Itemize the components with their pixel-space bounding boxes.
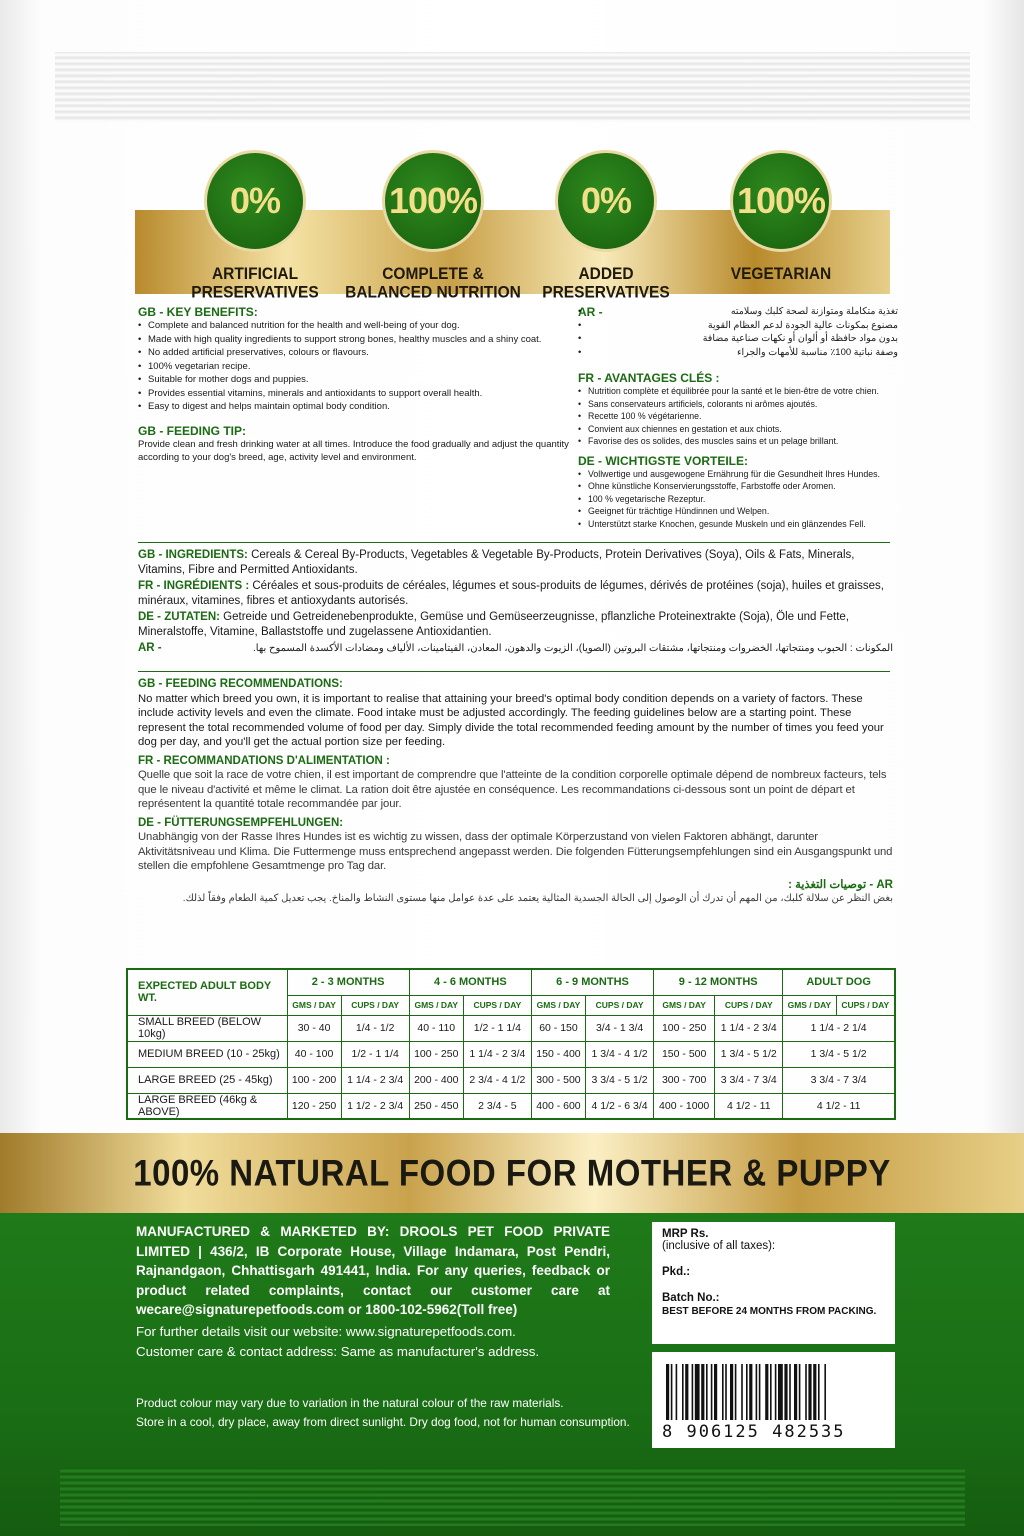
table-cell: 100 - 250 (654, 1015, 715, 1041)
table-cell: 3 3/4 - 5 1/2 (586, 1067, 654, 1093)
ar-benefits-list (578, 305, 898, 359)
table-cell: 150 - 500 (654, 1041, 715, 1067)
gb-feeding-tip-heading: GB - FEEDING TIP: (138, 423, 246, 438)
benefit-item: • Suitable for mother dogs and puppies. (138, 373, 578, 387)
table-group-header: 9 - 12 MONTHS (654, 969, 783, 995)
website-line: For further details visit our website: www.signaturepetfoods.com. (136, 1324, 516, 1339)
feeding-de-heading: DE - FÜTTERUNGSEMPFEHLUNGEN: (138, 816, 344, 829)
feeding-ar-text: بغض النظر عن سلالة كلبك، من المهم أن تدرك أن الوصول إلى الحالة الجسدية المثالية يعتمد على عدة عوامل منها مستوى النشاط والمناخ. يجب تعديل كمية الطعام وفقاً لذلك. (182, 893, 893, 904)
table-cell: 1/2 - 1 1/4 (341, 1041, 409, 1067)
tagline-text: 100% NATURAL FOOD FOR MOTHER & PUPPY (133, 1151, 891, 1194)
breed-name-cell: SMALL BREED (BELOW 10kg) (127, 1015, 287, 1041)
adult-dog-cell: 3 3/4 - 7 3/4 (783, 1067, 895, 1093)
table-cell: 100 - 200 (287, 1067, 341, 1093)
badge-label: ARTIFICIAL PRESERVATIVES (191, 265, 319, 302)
table-sub-header: CUPS / DAY (341, 995, 409, 1015)
ingredients-de: DE - ZUTATEN: Getreide und Getreidenebenprodukte, Gemüse und Gemüseerzeugnisse, pflanzliche Proteinextrakte (Soja), Öle und Fette, Mineralstoffe, Vitamine, Ballaststoffe und zugelassene Antioxidantien. (138, 611, 850, 638)
table-group-header: 6 - 9 MONTHS (531, 969, 653, 995)
tagline-banner (0, 1133, 1024, 1213)
table-cell: 120 - 250 (287, 1093, 341, 1119)
benefit-item: • Geeignet für trächtige Hündinnen und Welpen. (578, 505, 898, 518)
feeding-gb-heading: GB - FEEDING RECOMMENDATIONS: (138, 678, 343, 690)
mrp-box (652, 1222, 895, 1344)
feeding-ar-heading: AR - توصيات التغذية : (788, 878, 893, 891)
best-before-text: BEST BEFORE 24 MONTHS FROM PACKING. (662, 1306, 877, 1317)
table-row (127, 1015, 895, 1041)
benefit-item: • No added artificial preservatives, colours or flavours. (138, 346, 578, 360)
table-cell: 3 3/4 - 7 3/4 (715, 1067, 783, 1093)
table-sub-header: GMS / DAY (409, 995, 463, 1015)
table-sub-header: CUPS / DAY (463, 995, 531, 1015)
storage-notes (136, 1394, 646, 1432)
badge-label: VEGETARIAN (730, 265, 832, 284)
benefit-item: • Complete and balanced nutrition for the health and well-being of your dog. (138, 319, 578, 333)
benefit-item: • 100 % vegetarische Rezeptur. (578, 493, 898, 506)
table-cell: 40 - 110 (409, 1015, 463, 1041)
barcode-number: 8 906125 482535 (662, 1422, 846, 1442)
table-group-header: 2 - 3 MONTHS (287, 969, 409, 995)
table-row (127, 1093, 895, 1119)
gb-benefits-heading: GB - KEY BENEFITS: (138, 305, 258, 319)
table-cell: 1 1/4 - 2 3/4 (341, 1067, 409, 1093)
benefit-item: • Recette 100 % végétarienne. (578, 410, 898, 423)
table-group-header: 4 - 6 MONTHS (409, 969, 531, 995)
pkd-label: Pkd.: (662, 1266, 691, 1278)
badge-vegetarian (691, 150, 871, 284)
de-benefits-list (578, 468, 898, 531)
colour-note: Product colour may vary due to variation in the natural colour of the raw materials. (136, 1396, 564, 1410)
table-group-header: ADULT DOG (783, 969, 895, 995)
benefits-right-column (578, 305, 898, 530)
barcode-icon (666, 1364, 881, 1422)
table-cell: 1 1/2 - 2 3/4 (341, 1093, 409, 1119)
breed-name-cell: LARGE BREED (46kg & ABOVE) (127, 1093, 287, 1119)
contact-details (136, 1322, 616, 1362)
table-row (127, 1067, 895, 1093)
table-cell: 30 - 40 (287, 1015, 341, 1041)
ingredients-section (138, 548, 893, 657)
benefit-item: • Nutrition complète et équilibrée pour la santé et le bien-être de votre chien. (578, 385, 898, 398)
table-cell: 100 - 250 (409, 1041, 463, 1067)
badge-artificial-preservatives (165, 150, 345, 302)
table-sub-header: GMS / DAY (287, 995, 341, 1015)
breed-name-cell: MEDIUM BREED (10 - 25kg) (127, 1041, 287, 1067)
table-cell: 4 1/2 - 6 3/4 (586, 1093, 654, 1119)
benefit-item: • Ohne künstliche Konservierungsstoffe, Farbstoffe oder Aromen. (578, 480, 898, 493)
adult-dog-cell: 1 1/4 - 2 1/4 (783, 1015, 895, 1041)
batch-label: Batch No.: (662, 1292, 720, 1304)
benefit-item: • بدون مواد حافظة أو ألوان أو نكهات صناعية مضافة (578, 332, 898, 346)
manufacturer-text: MANUFACTURED & MARKETED BY: DROOLS PET FOOD PRIVATE LIMITED | 436/2, IB Corporate House, Village Indamara, Post Pendri, Rajnandgaon, Chhattisgarh 491441, India. For any queries, feedback or product related complaints, contact our customer care at wecare@signaturepetfoods.com or 1800-102-5962(Toll free) (136, 1224, 610, 1317)
ingredients-gb: GB - INGREDIENTS: Cereals & Cereal By-Products, Vegetables & Vegetable By-Products, Protein Derivatives (Soya), Oils & Fats, Minerals, Vitamins, Fibre and Permitted Antioxidants. (138, 549, 855, 576)
table-cell: 300 - 700 (654, 1067, 715, 1093)
fr-benefits-heading: FR - AVANTAGES CLÉS : (578, 371, 720, 385)
adult-dog-cell: 1 3/4 - 5 1/2 (783, 1041, 895, 1067)
benefit-item: • Vollwertige und ausgewogene Ernährung für die Gesundheit Ihres Hundes. (578, 468, 898, 481)
mrp-sub-label: (inclusive of all taxes): (662, 1240, 776, 1252)
badge-complete-nutrition (343, 150, 523, 302)
table-sub-header: CUPS / DAY (586, 995, 654, 1015)
benefit-item: • وصفة نباتية 100٪ مناسبة للأمهات والجراء (578, 346, 898, 360)
table-sub-header: CUPS / DAY (715, 995, 783, 1015)
table-cell: 1/2 - 1 1/4 (463, 1015, 531, 1041)
ingredients-fr: FR - INGRÉDIENTS : Céréales et sous-produits de céréales, légumes et sous-produits de légumes, dérivés de protéines (soja), huiles et graisses, minéraux, vitamines, fibres et antioxydants autorisés. (138, 580, 884, 607)
benefit-item: • Sans conservateurs artificiels, colorants ni arômes ajoutés. (578, 398, 898, 411)
table-cell: 150 - 400 (531, 1041, 585, 1067)
address-line: Customer care & contact address: Same as manufacturer's address. (136, 1344, 540, 1359)
feeding-table (126, 968, 896, 1120)
breed-name-cell: LARGE BREED (25 - 45kg) (127, 1067, 287, 1093)
bottom-seal-crimp (60, 1468, 965, 1526)
table-sub-header: CUPS / DAY (836, 995, 895, 1015)
ar-benefits-heading: AR - (578, 305, 603, 319)
feeding-recommendations (138, 677, 893, 910)
table-sub-header: GMS / DAY (783, 995, 836, 1015)
table-cell: 300 - 500 (531, 1067, 585, 1093)
table-cell: 4 1/2 - 11 (715, 1093, 783, 1119)
table-cell: 1/4 - 1/2 (341, 1015, 409, 1041)
storage-note: Store in a cool, dry place, away from direct sunlight. Dry dog food, not for human consumption. (136, 1415, 630, 1429)
mrp-label: MRP Rs. (662, 1228, 709, 1240)
benefit-item: • Convient aux chiennes en gestation et aux chiots. (578, 423, 898, 436)
barcode-box (652, 1352, 895, 1448)
section-divider (138, 671, 890, 672)
feeding-fr-heading: FR - RECOMMANDATIONS D'ALIMENTATION : (138, 754, 390, 767)
badge-label: COMPLETE & BALANCED NUTRITION (345, 265, 521, 302)
adult-dog-cell: 4 1/2 - 11 (783, 1093, 895, 1119)
benefit-item: • Made with high quality ingredients to support strong bones, healthy muscles and a shiny coat. (138, 333, 578, 347)
table-cell: 2 3/4 - 4 1/2 (463, 1067, 531, 1093)
benefits-left-column (138, 305, 578, 465)
table-cell: 40 - 100 (287, 1041, 341, 1067)
feeding-gb-text: No matter which breed you own, it is important to realise that attaining your breed's optimal body condition depends on a variety of factors. These include activity levels and even the climate. Food intake must be adjusted accordingly. The feeding guidelines below are a starting point. These represent the total recommended volume of food per day. Simply divide the total recommended feeding amount by the number of times you feed your dog per day, and you'll get the actual portion size per feeding. (138, 692, 884, 748)
feeding-guide-table (126, 968, 896, 1120)
badge-label: ADDED PRESERVATIVES (542, 265, 670, 302)
table-cell: 3/4 - 1 3/4 (586, 1015, 654, 1041)
table-row (127, 1041, 895, 1067)
benefit-item: • تغذية متكاملة ومتوازنة لصحة كلبك وسلامته (578, 305, 898, 319)
table-cell: 1 3/4 - 5 1/2 (715, 1041, 783, 1067)
table-cell: 60 - 150 (531, 1015, 585, 1041)
table-cell: 1 3/4 - 4 1/2 (586, 1041, 654, 1067)
benefit-item: • مصنوع بمكونات عالية الجودة لدعم العظام القوية (578, 319, 898, 333)
table-cell: 250 - 450 (409, 1093, 463, 1119)
table-sub-header: GMS / DAY (654, 995, 715, 1015)
benefit-item: • Unterstützt starke Knochen, gesunde Muskeln und ein glänzendes Fell. (578, 518, 898, 531)
feeding-de-text: Unabhängig von der Rasse Ihres Hundes ist es wichtig zu wissen, dass der optimale Körperzustand von vielen Faktoren abhängt, darunter Aktivitätsniveau und Klima. Die Futtermenge muss entsprechend angepasst werden. Die folgenden Fütterungsempfehlungen sind ein Ausgangspunkt und stellen die empfohlene Gesamtmenge pro Tag dar. (138, 831, 893, 872)
fr-benefits-list (578, 385, 898, 448)
gb-feeding-tip-text: Provide clean and fresh drinking water at all times. Introduce the food gradually and adjust the quantity according to your dog's breed, age, activity level and environment. (138, 438, 569, 463)
benefit-item: • Favorise des os solides, des muscles sains et un pelage brillant. (578, 435, 898, 448)
ingredients-ar: AR - المكونات : الحبوب ومنتجاتها، الخضروات ومنتجاتها، مشتقات البروتين (الصويا)، الزيوت والدهون، المعادن، الفيتامينات، الألياف ومضادات الأكسدة المسموح بها. (138, 642, 893, 654)
section-divider (138, 542, 890, 543)
benefit-item: • Easy to digest and helps maintain optimal body condition. (138, 400, 578, 414)
table-cell: 200 - 400 (409, 1067, 463, 1093)
badge-circle: 0% (555, 150, 657, 252)
badge-circle: 100% (730, 150, 832, 252)
de-benefits-heading: DE - WICHTIGSTE VORTEILE: (578, 453, 748, 468)
feeding-fr-text: Quelle que soit la race de votre chien, il est important de comprendre que l'atteinte de la condition corporelle optimale dépend de nombreux facteurs, tels que le niveau d'activité et même le climat. La ration doit être ajustée en conséquence. Les recommandations ci-dessous sont un point de départ et représentent la quantité totale recommandée par jour. (138, 769, 887, 810)
badge-circle: 100% (382, 150, 484, 252)
table-corner-header: EXPECTED ADULT BODY WT. (127, 969, 287, 1015)
table-cell: 1 1/4 - 2 3/4 (463, 1041, 531, 1067)
top-seal-crimp (55, 52, 970, 122)
badge-circle: 0% (204, 150, 306, 252)
benefit-item: • 100% vegetarian recipe. (138, 360, 578, 374)
gb-benefits-list (138, 319, 578, 414)
badge-added-preservatives (516, 150, 696, 302)
benefit-item: • Provides essential vitamins, minerals and antioxidants to support overall health. (138, 387, 578, 401)
table-cell: 1 1/4 - 2 3/4 (715, 1015, 783, 1041)
table-cell: 400 - 1000 (654, 1093, 715, 1119)
table-cell: 2 3/4 - 5 (463, 1093, 531, 1119)
table-body (127, 1015, 895, 1119)
table-sub-header: GMS / DAY (531, 995, 585, 1015)
table-cell: 400 - 600 (531, 1093, 585, 1119)
